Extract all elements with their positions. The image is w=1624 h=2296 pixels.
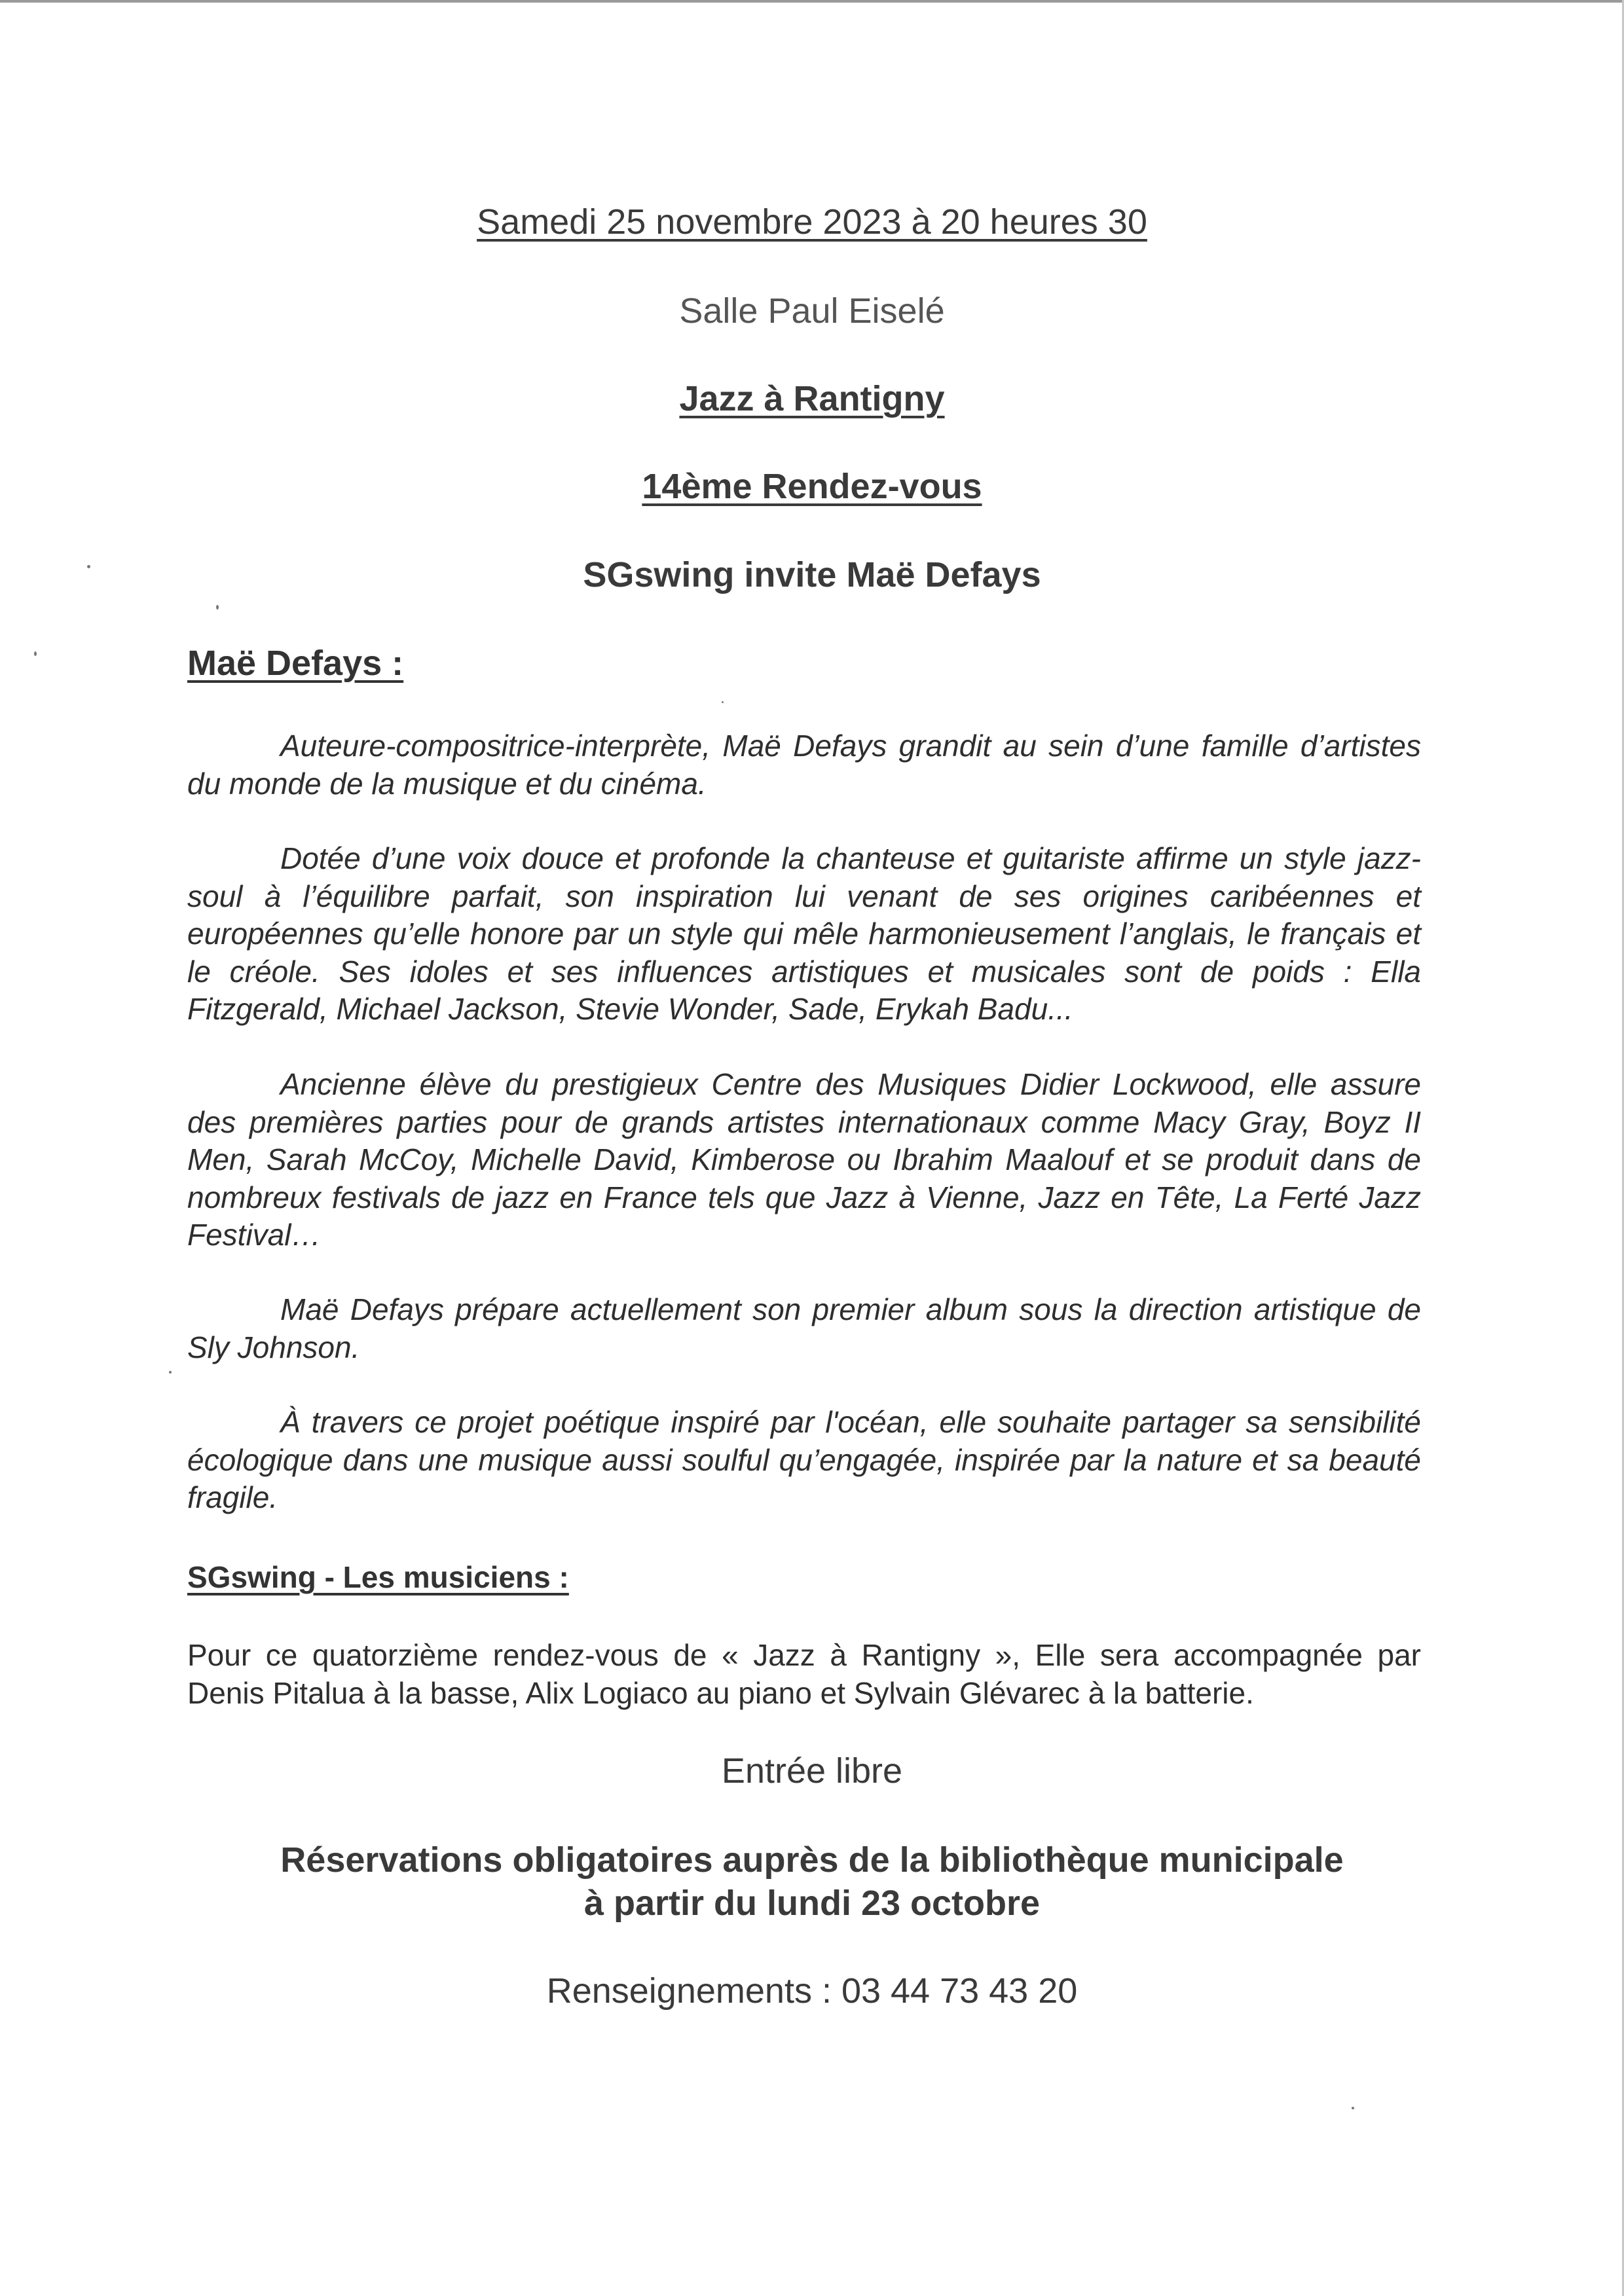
- reservation-line-1: Réservations obligatoires auprès de la bibliothèque municipale: [280, 1840, 1344, 1880]
- headline: SGswing invite Maë Defays: [583, 555, 1041, 594]
- artist-heading: Maë Defays :: [187, 644, 404, 683]
- musicians-paragraph: Pour ce quatorzième rendez-vous de « Jazz à Rantigny », Elle sera accompagnée par Denis Pitalua à la basse, Alix Logiaco au piano et Sylvain Glévarec à la batterie.: [187, 1638, 1421, 1710]
- scan-speck: [1352, 2107, 1354, 2109]
- artist-paragraph-2: Dotée d’une voix douce et profonde la chanteuse et guitariste affirme un style jazz-soul à l’équilibre parfait, son inspiration lui venant de ses origines caribéennes et européennes qu’elle honore par un style qui mêle harmonieusement l’anglais, le français et le créole. Ses idoles et ses influences artistiques et musicales sont de poids : Ella Fitzgerald, Michael Jackson, Stevie Wonder, Sade, Erykah Badu...: [187, 841, 1421, 1026]
- scan-speck: [34, 651, 37, 656]
- musicians-heading: SGswing - Les musiciens :: [187, 1560, 569, 1594]
- scan-speck: [216, 605, 219, 610]
- event-title: Jazz à Rantigny: [679, 379, 945, 418]
- event-date: Samedi 25 novembre 2023 à 20 heures 30: [477, 202, 1147, 242]
- scan-speck: [722, 701, 724, 703]
- scan-speck: [87, 565, 90, 568]
- reservation-line-2: à partir du lundi 23 octobre: [583, 1884, 1041, 1923]
- artist-paragraph-5: À travers ce projet poétique inspiré par l'océan, elle souhaite partager sa sensibilité écologique dans une musique aussi soulful qu’engagée, inspirée par la nature et sa beauté fragile.: [187, 1405, 1421, 1514]
- event-title-wrap: [0, 377, 1624, 420]
- page-top-edge: [0, 0, 1624, 3]
- scan-speck: [169, 1371, 172, 1374]
- contact-info: Renseignements : 03 44 73 43 20: [546, 1971, 1078, 2011]
- date-line-wrap: [0, 200, 1624, 244]
- venue: Salle Paul Eiselé: [679, 291, 945, 331]
- artist-paragraph-3: Ancienne élève du prestigieux Centre des Musiques Didier Lockwood, elle assure des premières parties pour de grands artistes internationaux comme Macy Gray, Boyz II Men, Sarah McCoy, Michelle David, Kimberose ou Ibrahim Maalouf et se produit dans de nombreux festivals de jazz en France tels que Jazz à Vienne, Jazz en Tête, La Ferté Jazz Festival…: [187, 1067, 1421, 1252]
- artist-paragraph-4: Maë Defays prépare actuellement son premier album sous la direction artistique de Sly Johnson.: [187, 1292, 1421, 1364]
- entry-info: Entrée libre: [721, 1751, 903, 1791]
- artist-paragraph-1: Auteure-compositrice-interprète, Maë Defays grandit au sein d’une famille d’artistes du monde de la musique et du cinéma.: [187, 729, 1421, 801]
- edition-wrap: [0, 465, 1624, 508]
- edition: 14ème Rendez-vous: [642, 467, 982, 506]
